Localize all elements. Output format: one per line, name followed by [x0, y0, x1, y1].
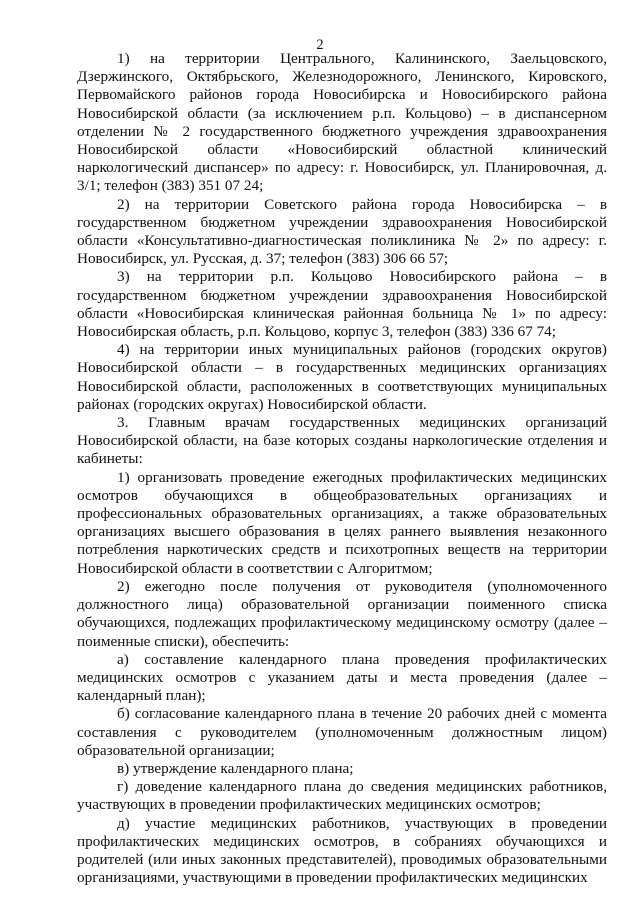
paragraph-item-4: 4) на территории иных муниципальных районов (городских округов) Новосибирской области – в государственных медицинских организациях Новосибирской области, расположенных в соответствующих муниципальных районах (городских округах) Новосибирской области.	[77, 341, 607, 413]
paragraph-subitem-v: в) утверждение календарного плана;	[117, 759, 354, 777]
paragraph-subitem-2: 2) ежегодно после получения от руководителя (уполномоченного должностного лица) образовательной организации поименного списка обучающихся, подлежащих профилактическому медицинскому осмотру (далее – поименные списки), обеспечить:	[77, 577, 607, 650]
paragraph-subitem-1: 1) организовать проведение ежегодных профилактических медицинских осмотров обучающихся в общеобразовательных организациях и профессиональных образовательных организациях, а также образовательных организациях высшего образования в целях раннего выявления незаконного потребления наркотических средств и психотропных веществ на территории Новосибирской области в соответствии с Алгоритмом;	[77, 468, 607, 577]
paragraph-subitem-d: д) участие медицинских работников, участвующих в проведении профилактических медицинских осмотров, в собраниях обучающихся и родителей (или иных законных представителей), проводимых образовательными организациями, участвующими в проведении профилактических медицинских	[77, 814, 607, 887]
paragraph-item-2: 2) на территории Советского района города Новосибирска – в государственном бюджетном учреждении здравоохранения Новосибирской области «Консультативно-диагностическая поликлиника № 2» по адресу: г. Новосибирск, ул. Русская, д. 37; телефон (383) 306 66 57;	[77, 195, 607, 268]
paragraph-item-3: 3) на территории р.п. Кольцово Новосибирского района – в государственном бюджетном учреждении здравоохранения Новосибирской области «Новосибирская клиническая районная больница № 1» по адресу: Новосибирская область, р.п. Кольцово, корпус 3, телефон (383) 336 67 74;	[77, 268, 607, 341]
paragraph-section-3: 3. Главным врачам государственных медицинских организаций Новосибирской области, на базе которых созданы наркологические отделения и кабинеты:	[77, 414, 607, 468]
document-body	[77, 50, 607, 887]
page-number: 2	[316, 37, 324, 53]
paragraph-subitem-a: а) составление календарного плана проведения профилактических медицинских осмотров с указанием даты и места проведения (далее – календарный план);	[77, 650, 607, 705]
paragraph-subitem-g: г) доведение календарного плана до сведения медицинских работников, участвующих в проведении профилактических медицинских осмотров;	[77, 778, 607, 814]
paragraph-item-1: 1) на территории Центрального, Калининского, Заельцовского, Дзержинского, Октябрьского, Железнодорожного, Ленинского, Кировского, Первомайского районов города Новосибирска и Новосибирского района Новосибирской области (за исключением р.п. Кольцово) – в диспансерном отделении № 2 государственного бюджетного учреждения здравоохранения Новосибирской области «Новосибирский областной клинический наркологический диспансер» по адресу: г. Новосибирск, ул. Планировочная, д. 3/1; телефон (383) 351 07 24;	[77, 50, 607, 195]
paragraph-subitem-b: б) согласование календарного плана в течение 20 рабочих дней с момента составления с руководителем (уполномоченным должностным лицом) образовательной организации;	[77, 705, 607, 759]
